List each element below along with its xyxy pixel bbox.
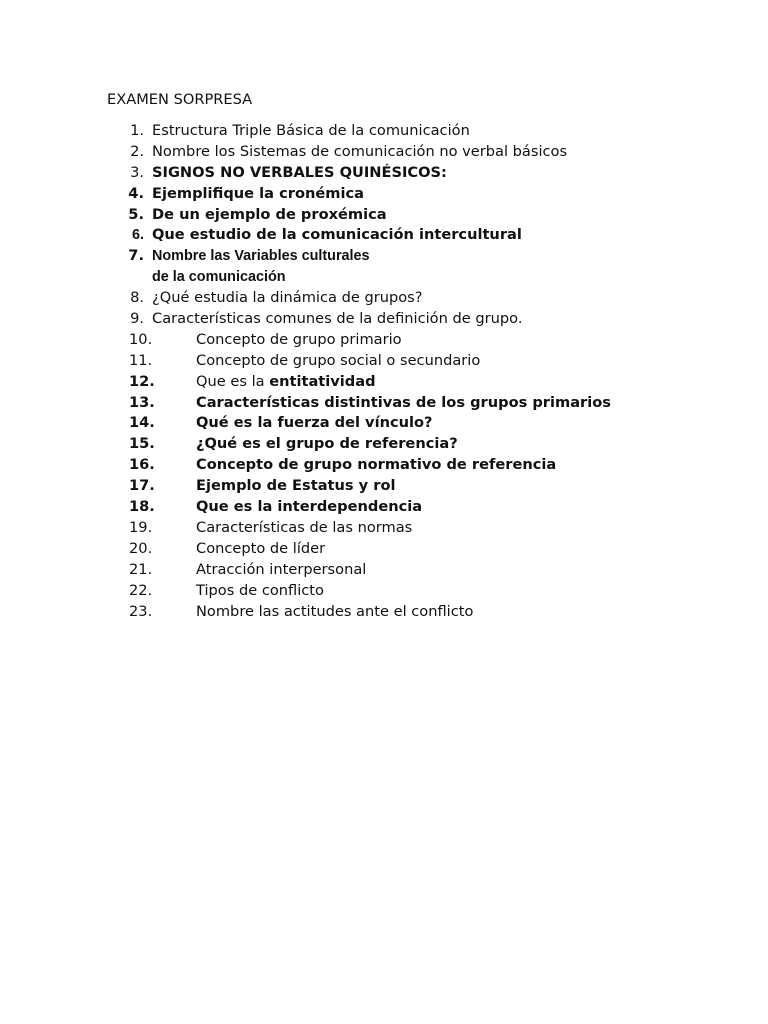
item-text: Nombre los Sistemas de comunicación no verbal básicos: [152, 142, 568, 160]
item-text: Que es la interdependencia: [196, 498, 423, 516]
list-item: [0, 330, 768, 351]
list-item: [0, 581, 768, 602]
list-item: [0, 518, 768, 539]
item-number: 17.: [129, 477, 155, 495]
list-item: [0, 413, 768, 434]
list-item: [0, 497, 768, 518]
item-text-plain: Que es la: [196, 372, 270, 390]
item-number: 7.: [128, 247, 144, 265]
list-item: [0, 309, 768, 330]
item-text: Qué es la fuerza del vínculo?: [196, 414, 433, 432]
item-text: Concepto de grupo primario: [196, 330, 402, 348]
item-text: ¿Qué es el grupo de referencia?: [196, 435, 458, 453]
item-text: Ejemplifique la cronémica: [152, 184, 364, 202]
list-item: [0, 205, 768, 226]
item-text: ¿Qué estudia la dinámica de grupos?: [152, 289, 423, 307]
item-text: SIGNOS NO VERBALES QUINÉSICOS:: [152, 163, 447, 181]
item-text: Atracción interpersonal: [196, 560, 367, 578]
item-number: 22.: [129, 581, 153, 599]
item-text: Concepto de grupo normativo de referencia: [196, 456, 557, 474]
item-number: 21.: [129, 560, 153, 578]
item-number: 8.: [130, 289, 144, 307]
item-text: Ejemplo de Estatus y rol: [196, 477, 396, 495]
item-number: 9.: [130, 310, 144, 328]
item-text-line: de la comunicación: [152, 269, 286, 286]
item-number: 14.: [129, 414, 155, 432]
list-item: [0, 142, 768, 163]
item-number: 12.: [129, 372, 155, 390]
item-number: 2.: [130, 142, 144, 160]
item-text: Características comunes de la definición de grupo.: [152, 310, 523, 328]
list-item: [0, 539, 768, 560]
list-item: [0, 288, 768, 309]
item-text: Características distintivas de los grupos primarios: [196, 393, 611, 411]
item-number: 18.: [129, 498, 155, 516]
item-text: De un ejemplo de proxémica: [152, 205, 387, 223]
item-text: Nombre las actitudes ante el conflicto: [196, 602, 474, 620]
item-text: Concepto de grupo social o secundario: [196, 351, 481, 369]
item-number: 15.: [129, 435, 155, 453]
item-number: 19.: [129, 518, 153, 536]
question-list: [0, 121, 768, 622]
list-item: [0, 372, 768, 393]
list-item: [0, 560, 768, 581]
item-text: Que estudio de la comunicación intercultural: [152, 226, 522, 244]
item-number: 6.: [131, 227, 144, 244]
list-item: [0, 602, 768, 623]
list-item: [0, 163, 768, 184]
item-text-line: Nombre las Variables culturales: [152, 248, 370, 265]
list-item: [0, 225, 768, 246]
item-text: [152, 246, 370, 288]
item-number: 3.: [130, 163, 144, 181]
list-item: [0, 351, 768, 372]
item-number: 5.: [128, 205, 144, 223]
item-number: 23.: [129, 602, 153, 620]
item-number: 16.: [129, 456, 155, 474]
item-text: Estructura Triple Básica de la comunicación: [152, 122, 470, 139]
item-text: [196, 372, 376, 393]
list-item: [0, 393, 768, 414]
item-number: 1.: [130, 122, 144, 139]
list-item: [0, 121, 768, 142]
item-number: 13.: [129, 393, 155, 411]
item-number: 11.: [129, 351, 153, 369]
document-title: EXAMEN SORPRESA: [107, 91, 253, 108]
item-text: Tipos de conflicto: [196, 581, 324, 599]
list-item: [0, 434, 768, 455]
list-item: [0, 455, 768, 476]
item-text: Concepto de líder: [196, 539, 326, 557]
item-number: 20.: [129, 539, 153, 557]
list-item: [0, 246, 768, 288]
item-number: 4.: [128, 184, 144, 202]
list-item: [0, 184, 768, 205]
item-number: 10.: [129, 330, 153, 348]
item-text: Características de las normas: [196, 518, 413, 536]
list-item: [0, 476, 768, 497]
item-text-bold: entitatividad: [269, 372, 376, 390]
